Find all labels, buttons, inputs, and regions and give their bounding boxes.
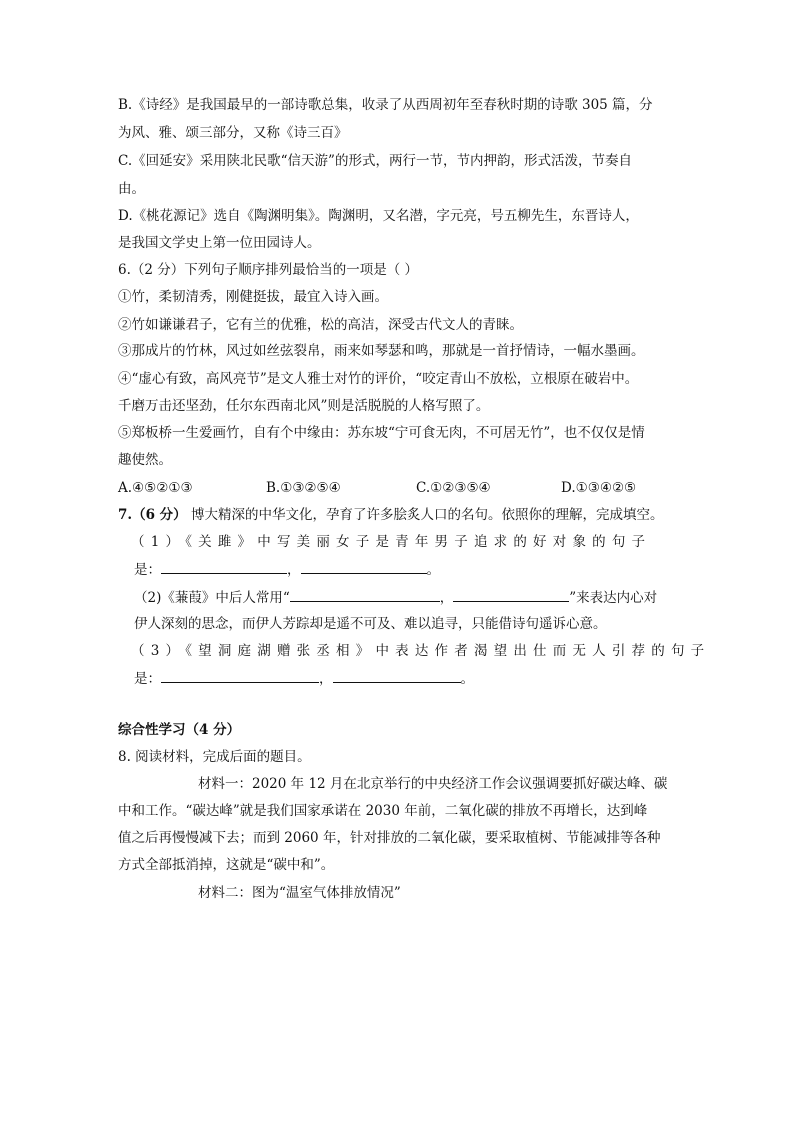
- part-1-line-1: （1）《关雎》中写美丽女子是青年男子追求的好对象的句子: [131, 534, 652, 550]
- part-2-suffix: ”来表达内心对: [569, 590, 658, 606]
- part-2-line-2: 伊人深刻的思念，而伊人芳踪却是遥不可及、难以追寻，只能借诗句遥诉心意。: [134, 616, 607, 632]
- sentence-4-line-2: 千磨万击还坚劲，任尔东西南北风”则是活脱脱的人格写照了。: [118, 398, 490, 414]
- choice-b: B.①③②⑤④: [266, 480, 341, 496]
- option-d-line-1: D.《桃花源记》选自《陶渊明集》。陶渊明，又名潜，字元亮，号五柳先生，东晋诗人，: [118, 208, 639, 224]
- part-1-answer-line: [134, 559, 704, 580]
- part-1-prefix: 是：: [134, 562, 161, 578]
- part-3-period: 。: [460, 671, 474, 687]
- part-3-prefix: 是：: [134, 671, 161, 687]
- material-1-line-2: 中和工作。“碳达峰”就是我们国家承诺在 2030 年前，二氧化碳的排放不再增长，达到峰: [118, 803, 648, 819]
- section-heading: 综合性学习（4 分）: [118, 722, 241, 738]
- option-c-line-2: 由。: [118, 181, 145, 197]
- part-3-blank-1[interactable]: [161, 668, 319, 683]
- question-7-text: 博大精深的中华文化，孕育了许多脍炙人口的名句。依照你的理解，完成填空。: [190, 507, 664, 523]
- part-3-answer-line: [134, 668, 704, 689]
- option-b-line-1: B.《诗经》是我国最早的一部诗歌总集，收录了从西周初年至春秋时期的诗歌 305 篇，分: [118, 97, 653, 113]
- part-2-blank-2[interactable]: [453, 587, 569, 602]
- part-2-line-1: [134, 587, 704, 608]
- sentence-4-line-1: ④“虚心有致，高风亮节”是文人雅士对竹的评价，“咬定青山不放松，立根原在破岩中。: [118, 371, 639, 387]
- choice-c: C.①②③⑤④: [416, 480, 491, 496]
- material-1-line-1: 材料一：2020 年 12 月在北京举行的中央经济工作会议强调要抓好碳达峰、碳: [198, 776, 668, 792]
- choice-a: A.④⑤②①③: [118, 480, 193, 496]
- part-3-blank-2[interactable]: [333, 668, 461, 683]
- part-3-comma: ，: [319, 671, 333, 687]
- sentence-2: ②竹如谦谦君子，它有兰的优雅，松的高洁，深受古代文人的青睐。: [118, 317, 523, 333]
- part-2-prefix: （2)《蒹葭》中后人常用“: [134, 590, 290, 606]
- sentence-5-line-1: ⑤郑板桥一生爱画竹，自有个中缘由：苏东坡“宁可食无肉，不可居无竹”，也不仅仅是情: [118, 425, 645, 441]
- option-b-line-2: 为风、雅、颂三部分，又称《诗三百》: [118, 125, 348, 141]
- part-3-line-1: （3）《望洞庭湖赠张丞相》中表达作者渴望出仕而无人引荐的句子: [131, 643, 711, 659]
- part-1-comma: ，: [287, 562, 301, 578]
- material-1-line-3: 值之后再慢慢减下去；而到 2060 年，针对排放的二氧化碳，要采取植树、节能减排等各种: [118, 830, 661, 846]
- choice-d: D.①③④②⑤: [561, 480, 637, 496]
- material-1-line-4: 方式全部抵消掉，这就是“碳中和”。: [118, 857, 335, 873]
- part-1-period: 。: [426, 562, 440, 578]
- question-7-number: 7.（6 分）: [118, 507, 187, 523]
- question-7-stem: [118, 505, 688, 525]
- option-d-line-2: 是我国文学史上第一位田园诗人。: [118, 235, 321, 251]
- option-c-line-1: C.《回延安》采用陕北民歌“信天游”的形式，两行一节，节内押韵，形式活泼，节奏自: [118, 153, 632, 169]
- sentence-3: ③那成片的竹林，风过如丝弦裂帛，雨来如琴瑟和鸣，那就是一首抒情诗，一幅水墨画。: [118, 343, 645, 359]
- sentence-5-line-2: 趣使然。: [118, 452, 172, 468]
- part-1-blank-2[interactable]: [301, 559, 427, 574]
- part-2-comma: ，: [439, 590, 454, 606]
- part-1-blank-1[interactable]: [161, 559, 287, 574]
- question-6-stem: 6.（2 分）下列句子顺序排列最恰当的一项是（ ）: [118, 262, 419, 278]
- question-8-stem: 8. 阅读材料，完成后面的题目。: [118, 749, 311, 765]
- material-2: 材料二：图为“温室气体排放情况”: [198, 885, 401, 901]
- part-2-blank-1[interactable]: [290, 587, 440, 602]
- sentence-1: ①竹，柔韧清秀，刚健挺拔，最宜入诗入画。: [118, 289, 388, 305]
